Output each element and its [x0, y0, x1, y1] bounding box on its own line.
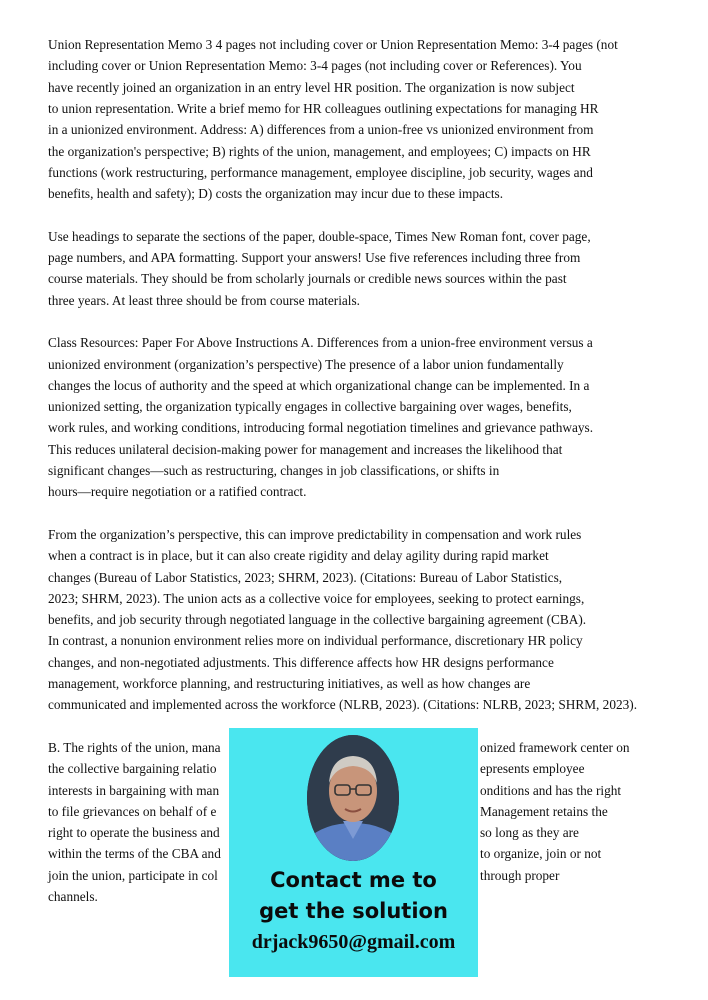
paragraph-line: changes (Bureau of Labor Statistics, 2023; SHRM, 2023). (Citations: Bureau of Labor Statistics, — [48, 569, 563, 585]
contact-ad-overlay[interactable] — [229, 728, 478, 977]
paragraph-line: functions (work restructuring, performance management, employee discipline, job security, wages and — [48, 164, 593, 180]
person-photo-icon — [307, 735, 399, 861]
paragraph-line-left: to file grievances on behalf of e — [48, 803, 217, 819]
paragraph-line: changes, and non-negotiated adjustments. This difference affects how HR designs performance — [48, 654, 554, 670]
paragraph-line: significant changes—such as restructuring, changes in job classifications, or shifts in — [48, 463, 500, 478]
paragraph-line: unionized setting, the organization typically engages in collective bargaining over wages, benefits, — [48, 399, 572, 415]
contact-cta-line2: get the solution — [259, 899, 448, 923]
paragraph-line: in a unionized environment. Address: A) differences from a union-free vs unionized environment from — [48, 122, 594, 138]
paragraph-line: when a contract is in place, but it can also create rigidity and delay agility during rapid market — [48, 548, 549, 564]
paragraph-line: Union Representation Memo 3 4 pages not including cover or Union Representation Memo: 3-4 pages (not — [48, 37, 618, 52]
paragraph-line-right: Management retains the — [480, 803, 608, 819]
paragraph-line: changes the locus of authority and the speed at which organizational change can be implemented. In a — [48, 377, 590, 393]
paragraph-line-right: onized framework center on — [480, 739, 630, 755]
paragraph-line: This reduces unilateral decision-making power for management and increases the likelihood that — [48, 441, 563, 457]
contact-cta-line1: Contact me to — [270, 868, 437, 892]
paragraph-line-left: channels. — [48, 889, 98, 904]
paragraph-line-right: epresents employee — [480, 761, 585, 777]
paragraph-line: communicated and implemented across the workforce (NLRB, 2023). (Citations: NLRB, 2023; SHRM, 2023). — [48, 697, 638, 713]
paragraph-line: the organization's perspective; B) rights of the union, management, and employees; C) impacts on HR — [48, 143, 591, 159]
paragraph-line-left: interests in bargaining with man — [48, 782, 220, 798]
paragraph-line-left: within the terms of the CBA and — [48, 846, 221, 862]
paragraph-line: hours—require negotiation or a ratified contract. — [48, 484, 307, 500]
paragraph-line-left: right to operate the business and — [48, 825, 220, 841]
paragraph-line: to union representation. Write a brief memo for HR colleagues outlining expectations for managing HR — [48, 100, 599, 116]
paragraph-line-left: join the union, participate in col — [48, 867, 218, 883]
paragraph-line: three years. At least three should be from course materials. — [48, 292, 360, 308]
paragraph-line: including cover or Union Representation Memo: 3-4 pages (not including cover or References). You — [48, 58, 582, 74]
paragraph-line: have recently joined an organization in an entry level HR position. The organization is now subject — [48, 79, 575, 95]
paragraph-line-right: through proper — [480, 867, 560, 883]
paragraph-line: benefits, and job security through negotiated language in the collective bargaining agreement (CBA). — [48, 612, 587, 628]
paragraph-line: From the organization’s perspective, this can improve predictability in compensation and work rules — [48, 526, 582, 542]
paragraph-line: unionized environment (organization’s perspective) The presence of a labor union fundamentally — [48, 356, 564, 372]
paragraph-line: Class Resources: Paper For Above Instructions A. Differences from a union-free environment versus a — [48, 335, 593, 351]
paragraph-line: work rules, and working conditions, introducing formal negotiation timelines and grievance pathways. — [48, 420, 594, 436]
contact-email-link[interactable]: drjack9650@gmail.com — [251, 931, 456, 953]
paragraph-line-right: so long as they are — [480, 825, 579, 841]
paragraph-line: management, workforce planning, and restructuring initiatives, as well as how changes are — [48, 676, 531, 691]
paragraph-line-left: the collective bargaining relatio — [48, 761, 217, 777]
paragraph-line: course materials. They should be from scholarly journals or credible news sources within the past — [48, 271, 567, 287]
paragraph-line-right: to organize, join or not — [480, 846, 602, 862]
paragraph-line: In contrast, a nonunion environment relies more on individual performance, discretionary HR policy — [48, 633, 583, 649]
paragraph-line-left: B. The rights of the union, mana — [48, 739, 221, 755]
paragraph-line-right: onditions and has the right — [480, 782, 622, 798]
paragraph-line: 2023; SHRM, 2023). The union acts as a collective voice for employees, seeking to protect earnings, — [48, 590, 585, 606]
paragraph-line: benefits, health and safety); D) costs the organization may incur due to these impacts. — [48, 186, 504, 202]
paragraph-line: page numbers, and APA formatting. Support your answers! Use five references including three from — [48, 250, 581, 265]
author-portrait — [307, 735, 399, 861]
paragraph-line: Use headings to separate the sections of the paper, double-space, Times New Roman font, cover page, — [48, 228, 591, 244]
